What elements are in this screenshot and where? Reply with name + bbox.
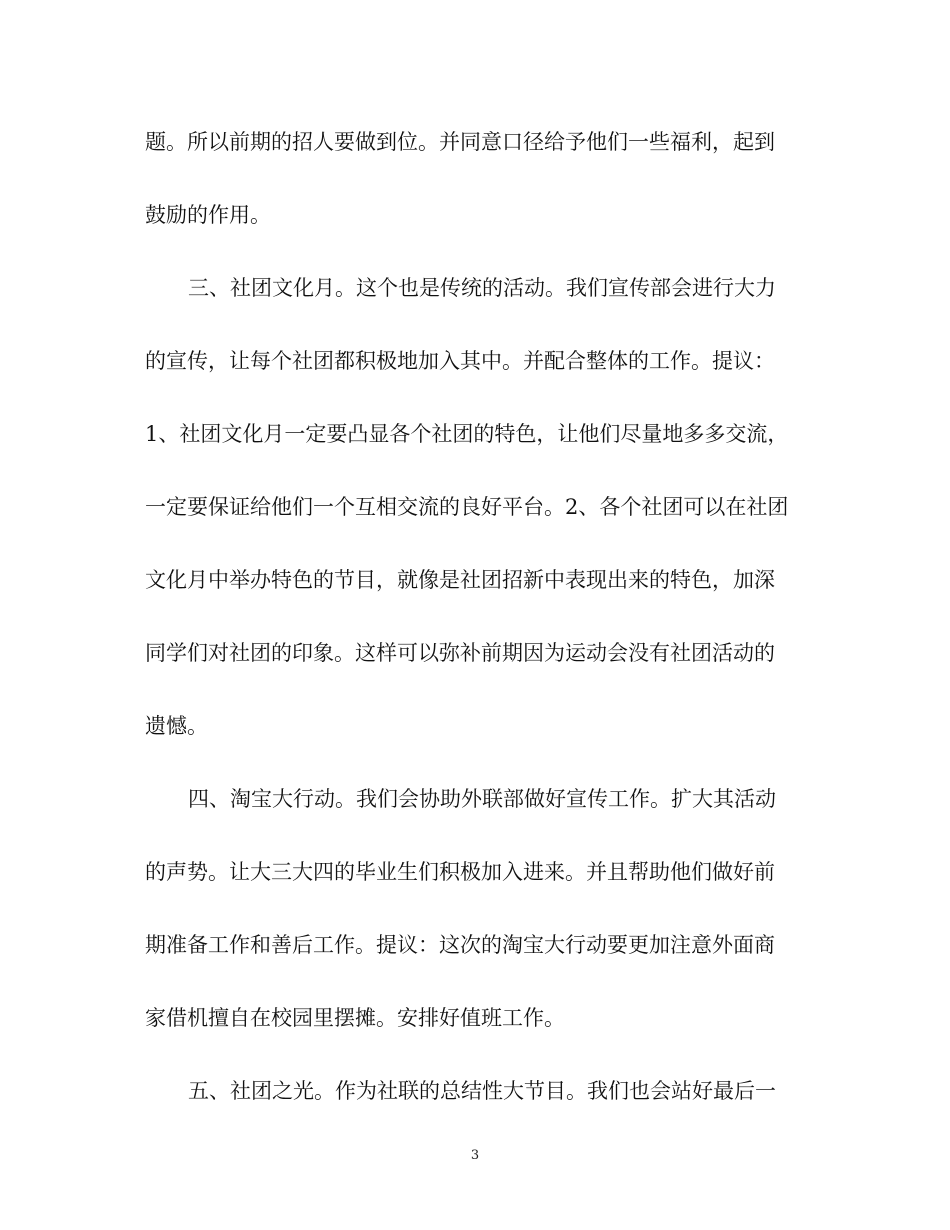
text-line: 期准备工作和善后工作。提议：这次的淘宝大行动要更加注意外面商 [145,933,775,957]
text-line: 四、淘宝大行动。我们会协助外联部做好宣传工作。扩大其活动 [188,787,776,811]
text-line: 鼓励的作用。 [145,203,271,227]
text-line: 1、社团文化月一定要凸显各个社团的特色，让他们尽量地多多交流， [145,422,789,446]
text-line: 的声势。让大三大四的毕业生们积极加入进来。并且帮助他们做好前 [145,860,775,884]
text-line: 同学们对社团的印象。这样可以弥补前期因为运动会没有社团活动的 [145,641,775,665]
body-text [145,106,807,1128]
text-line: 遗憾。 [145,714,208,738]
page-number: 3 [470,1148,480,1163]
text-line: 家借机擅自在校园里摆摊。安排好值班工作。 [145,1006,565,1030]
text-line: 一定要保证给他们一个互相交流的良好平台。2、各个社团可以在社团 [145,495,789,519]
text-line: 的宣传，让每个社团都积极地加入其中。并配合整体的工作。提议： [145,349,775,373]
text-line: 题。所以前期的招人要做到位。并同意口径给予他们一些福利，起到 [145,130,775,154]
text-line: 文化月中举办特色的节目，就像是社团招新中表现出来的特色，加深 [145,568,775,592]
text-line: 三、社团文化月。这个也是传统的活动。我们宣传部会进行大力 [188,276,776,300]
text-line: 五、社团之光。作为社联的总结性大节目。我们也会站好最后一 [188,1079,776,1103]
